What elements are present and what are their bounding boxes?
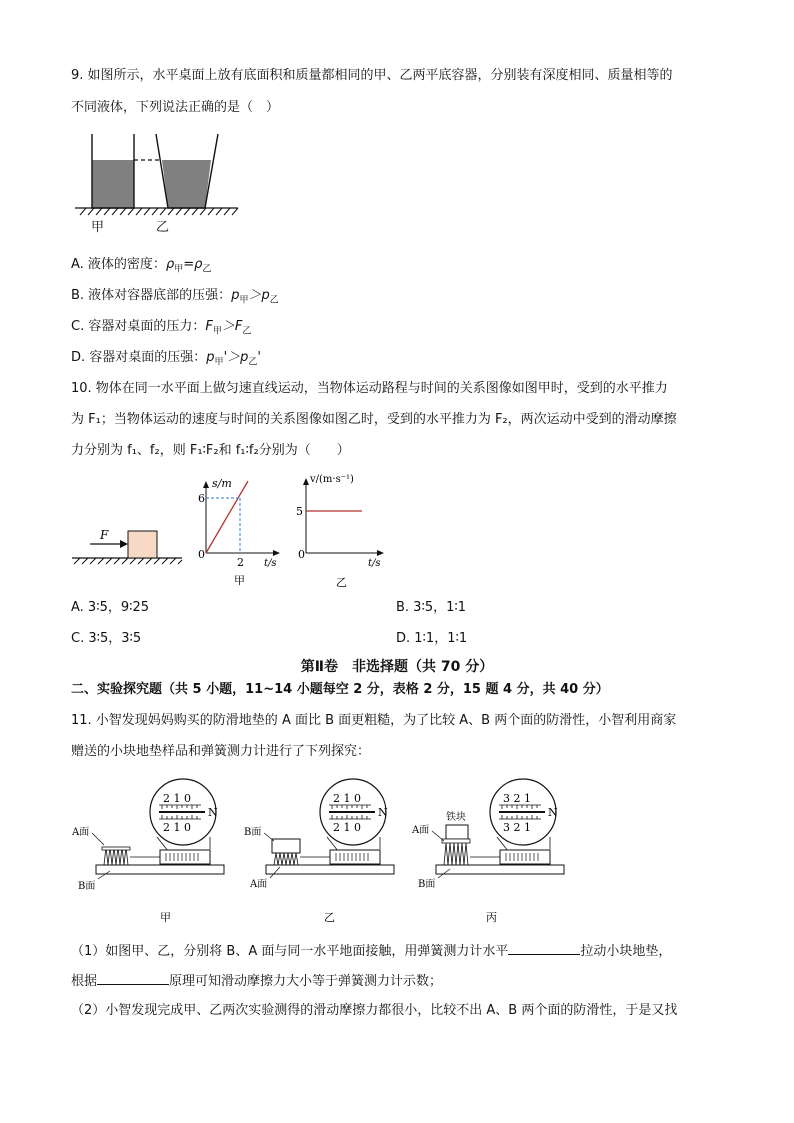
q11-fig-bing [410, 775, 570, 925]
jia-gauge-top: 2 1 0 [163, 792, 191, 805]
q9-option-a: A. 液体的密度：$\rho_甲=\rho_乙$ [71, 257, 212, 275]
q9-option-d: D. 容器对桌面的压强：$p_甲'>p_乙'$ [71, 350, 261, 368]
bing-gauge-bottom: 3 2 1 [503, 821, 531, 834]
q10-option-c: C. 3∶5，3∶5 [71, 631, 142, 646]
jia-top-label: A面 [72, 827, 90, 838]
yi-unit: N [378, 806, 388, 819]
yi-caption: 乙 [324, 911, 335, 924]
q11-stem-line2: 赠送的小块地垫样品和弹簧测力计进行了下列探究： [71, 744, 371, 759]
bing-block-label: 铁块 [446, 812, 466, 823]
jia-caption: 甲 [160, 911, 171, 924]
q11-part1-line1: （1）如图甲、乙，分别将 B、A 面与同一水平地面接触，用弹簧测力计水平 拉动小块地垫， [71, 940, 671, 962]
q11-fig-yi [240, 775, 400, 925]
bing-gauge-top: 3 2 1 [503, 792, 531, 805]
section2-title: 第Ⅱ卷 非选择题（共 70 分） [300, 659, 494, 675]
yi-top-label: B面 [244, 827, 262, 838]
jia-xtick: 2 [237, 556, 244, 569]
yi-ytick: 5 [296, 505, 303, 518]
bing-caption: 丙 [486, 911, 497, 924]
bing-top-label: A面 [412, 825, 430, 836]
yi-liquid [162, 160, 211, 208]
jia-caption: 甲 [234, 574, 245, 587]
yi-gauge-top: 2 1 0 [333, 792, 361, 805]
force-arrow-icon [120, 540, 128, 548]
jia-liquid [92, 160, 134, 208]
q10-stem-line1: 10. 物体在同一水平面上做匀速直线运动，当物体运动路程与时间的关系图像如图甲时，受到的水平推力 [71, 381, 668, 396]
bing-bottom-label: B面 [418, 879, 436, 890]
q10-graph-yi [290, 470, 400, 592]
jia-origin: 0 [198, 548, 205, 561]
jia-ytick: 6 [198, 492, 205, 505]
yi-xlabel: t/s [368, 558, 381, 569]
jia-ylabel: s/m [212, 477, 232, 490]
section2-subtitle: 二、实验探究题（共 5 小题，11~14 小题每空 2 分，表格 2 分，15 题 4 分，共 40 分） [71, 682, 609, 697]
yi-gauge-bottom: 2 1 0 [333, 821, 361, 834]
q10-stem-line2: 为 F₁；当物体运动的速度与时间的关系图像如图乙时，受到的水平推力为 F₂，两次运动中受到的滑动摩擦 [71, 412, 677, 427]
jia-unit: N [208, 806, 218, 819]
block [128, 531, 157, 558]
q11-part1-line2: 根据 原理可知滑动摩擦力大小等于弹簧测力计示数； [71, 970, 442, 992]
yi-caption: 乙 [336, 576, 347, 589]
q10-option-d: D. 1∶1，1∶1 [396, 631, 468, 646]
q9-stem-line2: 不同液体，下列说法正确的是（ ） [71, 100, 280, 115]
bing-unit: N [548, 806, 558, 819]
q10-stem-line3: 力分别为 f₁、f₂，则 F₁∶F₂和 f₁∶f₂分别为（ ） [71, 443, 350, 458]
q11-stem-line1: 11. 小智发现妈妈购买的防滑地垫的 A 面比 B 面更粗糙，为了比较 A、B 两个面的防滑性，小智利用商家 [71, 713, 677, 728]
yi-ylabel: v/(m·s⁻¹) [310, 474, 354, 485]
iron-block [446, 825, 468, 839]
q9-option-c: C. 容器对桌面的压力：$F_甲>F_乙$ [71, 319, 252, 337]
yi-origin: 0 [298, 548, 305, 561]
q10-option-b: B. 3∶5，1∶1 [396, 600, 467, 615]
answer-blank-1[interactable] [508, 940, 580, 955]
q11-part2-line1: （2）小智发现完成甲、乙两次实验测得的滑动摩擦力都很小，比较不出 A、B 两个面的防滑性，于是又找 [71, 1003, 678, 1018]
q9-fig-label-jia: 甲 [91, 220, 105, 235]
q10-block-figure [70, 520, 190, 565]
jia-xlabel: t/s [264, 558, 277, 569]
jia-bottom-label: B面 [78, 881, 96, 892]
q9-stem-line1: 9. 如图所示，水平桌面上放有底面积和质量都相同的甲、乙两平底容器，分别装有深度相同、质量相等的 [71, 68, 673, 83]
yi-bottom-label: A面 [250, 879, 268, 890]
answer-blank-2[interactable] [97, 970, 169, 985]
q9-option-b: B. 液体对容器底部的压强：$p_甲>p_乙$ [71, 288, 279, 306]
q11-fig-jia [70, 775, 230, 925]
q10-option-a: A. 3∶5，9∶25 [71, 600, 150, 615]
q10-graph-jia [188, 475, 283, 590]
q9-fig-label-yi: 乙 [156, 220, 170, 235]
jia-gauge-bottom: 2 1 0 [163, 821, 191, 834]
s-t-line [206, 481, 248, 553]
force-label: F [100, 528, 109, 542]
